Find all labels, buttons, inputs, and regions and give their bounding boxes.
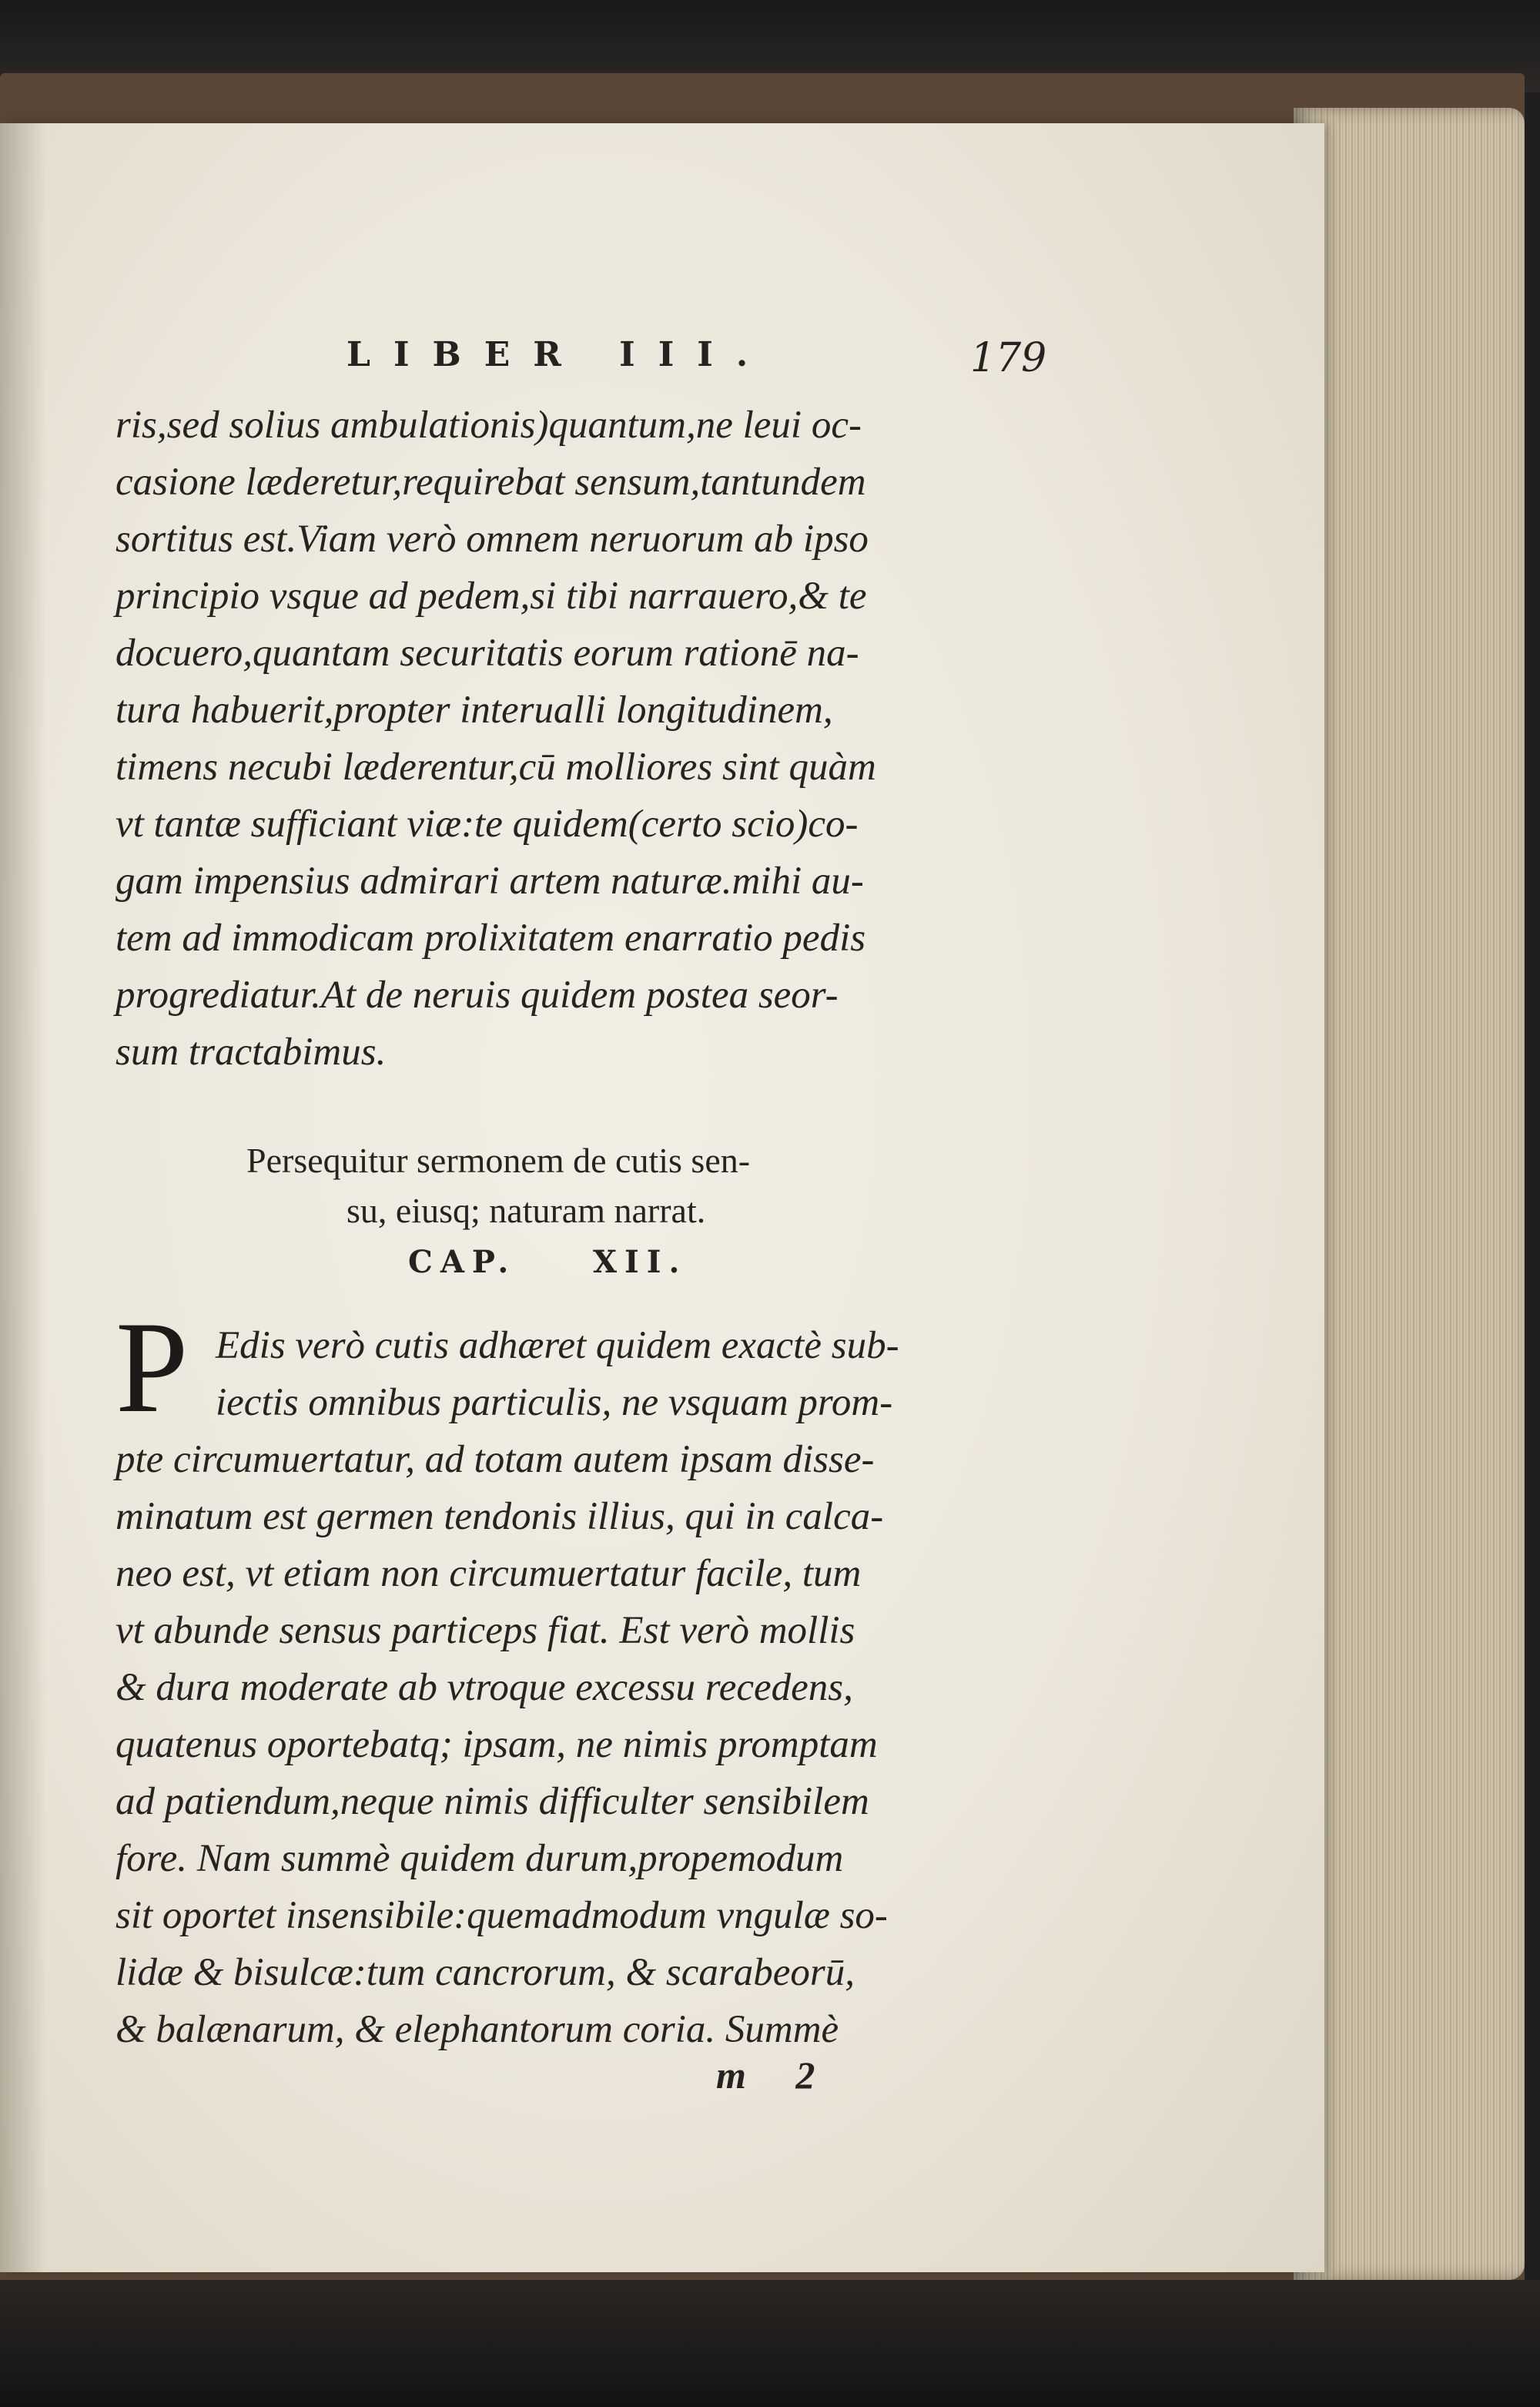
chapter-heading-line-1: Persequitur sermonem de cutis sen- <box>246 1141 751 1180</box>
text-line: & balænarum, & elephantorum coria. Summè <box>116 2008 839 2051</box>
chapter-number: XII. <box>593 1244 688 1280</box>
text-line: tura habuerit,propter interualli longitudinem, <box>116 689 833 732</box>
book-page <box>0 123 1324 2272</box>
chapter-label: CAP. <box>408 1244 517 1280</box>
text-line: sit oportet insensibile:quemadmodum vngulæ so- <box>116 1894 888 1937</box>
text-line: iectis omnibus particulis, ne vsquam prom- <box>216 1381 893 1424</box>
text-line: Edis verò cutis adhæret quidem exactè sub- <box>216 1324 899 1367</box>
scan-backdrop-bottom <box>0 2280 1540 2407</box>
text-line: timens necubi læderentur,cū molliores sint quàm <box>116 746 876 789</box>
text-line: sum tractabimus. <box>116 1031 387 1074</box>
text-line: vt abunde sensus particeps fiat. Est verò mollis <box>116 1609 855 1652</box>
text-line: lidæ & bisulcæ:tum cancrorum, & scarabeorū, <box>116 1951 855 1994</box>
text-line: quatenus oportebatq; ipsam, ne nimis promptam <box>116 1723 878 1766</box>
text-line: tem ad immodicam prolixitatem enarratio pedis <box>116 917 866 960</box>
gutter-shadow <box>0 123 46 2272</box>
text-line: progrediatur.At de neruis quidem postea seor- <box>116 974 839 1017</box>
signature-mark: m 2 <box>716 2053 835 2097</box>
text-line: vt tantæ sufficiant viæ:te quidem(certo scio)co- <box>116 803 859 846</box>
text-line: docuero,quantam securitatis eorum rationē na- <box>116 632 859 675</box>
drop-cap: P <box>116 1295 189 1440</box>
chapter-heading-line-2: su, eiusq; naturam narrat. <box>346 1191 706 1230</box>
text-line: principio vsque ad pedem,si tibi narrauero,& te <box>116 575 867 618</box>
text-line: neo est, vt etiam non circumuertatur facile, tum <box>116 1552 862 1595</box>
text-line: minatum est germen tendonis illius, qui in calca- <box>116 1495 884 1538</box>
text-line: casione læderetur,requirebat sensum,tantundem <box>116 461 866 504</box>
running-head <box>116 335 1047 389</box>
text-line: sortitus est.Viam verò omnem neruorum ab ipso <box>116 518 869 561</box>
text-line: ris,sed solius ambulationis)quantum,ne leui oc- <box>116 404 862 447</box>
text-line: fore. Nam summè quidem durum,propemodum <box>116 1837 844 1880</box>
text-line: ad patiendum,neque nimis difficulter sensibilem <box>116 1780 869 1823</box>
text-line: gam impensius admirari artem naturæ.mihi au- <box>116 860 864 903</box>
running-title: LIBER III. <box>346 335 772 374</box>
page-fore-edge <box>1294 108 1525 2280</box>
text-line: pte circumuertatur, ad totam autem ipsam disse- <box>116 1438 875 1481</box>
text-line: & dura moderate ab vtroque excessu recedens, <box>116 1666 853 1709</box>
page-number: 179 <box>970 335 1047 381</box>
